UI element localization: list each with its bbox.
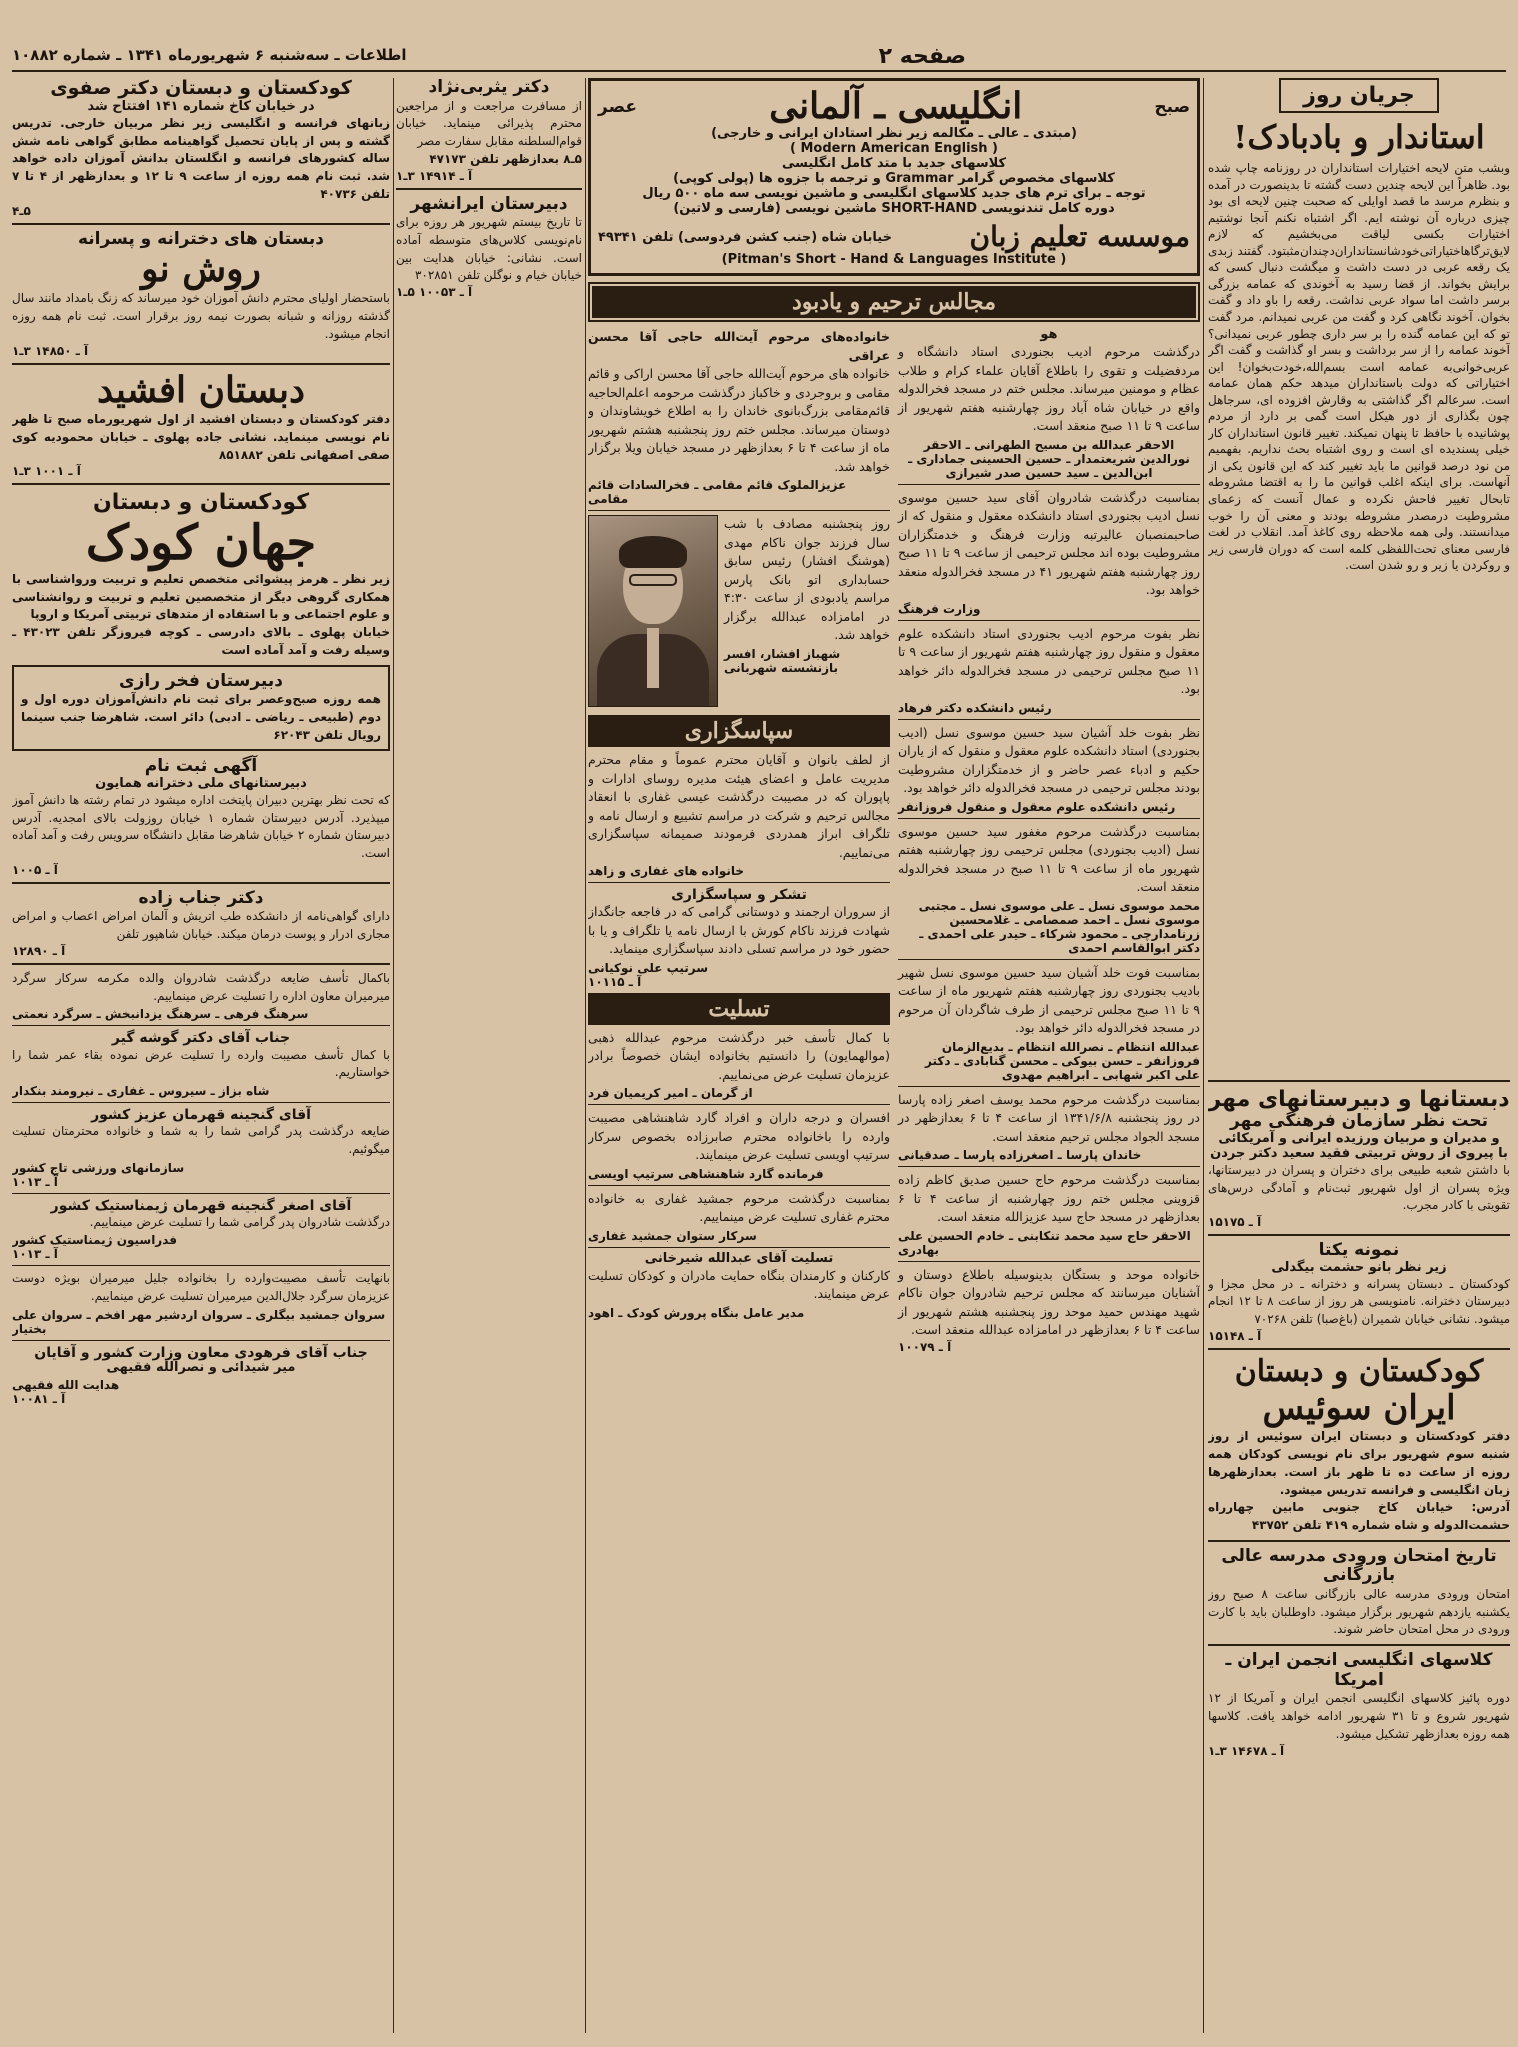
fakhr-body: همه روزه صبح‌وعصر برای ثبت نام دانش‌آموزان دوره اول و دوم (طبیعی ـ ریاضی ـ ادبی) دائر است. شاهرضا جنب سینما رویال تلفن ۶۲۰۴۳ [21,692,381,742]
notice-2: بمناسبت درگذشت شادروان آقای سید حسین موسوی نسل ادیب بجنوردی استاد دانشکده معقول و منقول که از صاحبمنصبان عالیرتبه وزارت فرهنگ و خدمتگزاران مشروطیت بوده اند مجلس ترحیمی از ساعت ۹ تا ۱۱ صبح روز چهارشنبه هفتم شهریور ۴۱ در مسجد فخرالدوله منعقد خواهد بود. [898,489,1200,598]
divider [12,1102,390,1103]
divider [898,959,1200,960]
maktab-stamp: آ ـ ۱۵۱۷۵ [1208,1215,1262,1230]
swiss-title: کودکستان و دبستان [1234,1353,1484,1389]
condolence-1: باکمال تأسف ضایعه درگذشت شادروان والده مکرمه سرکار سرگرد میرمیران معاون اداره را تسلیت عرض مینماییم. [12,970,390,1003]
taslit-title: تسلیت [588,993,890,1025]
lang-sub: (مبتدی ـ عالی ـ مکالمه زیر نظر استادان ایرانی و خارجی) [711,126,1077,142]
rowshan-body: باستحضار اولیای محترم دانش آموزان خود میرساند که زنگ بامداد مانند سال گذشته روزانه و شبانه بصورت نیمه روز برقرار است. ثبت نام همه روزه انجام میشود. [12,291,390,341]
rowshan-title: دبستان های دخترانه و پسرانه [77,228,325,249]
nemoune-body: کودکستان ـ دبستان پسرانه و دخترانه ـ در محل مجزا و دبیرستان دخترانه. نامنویسی هر روز از ساعت ۸ تا ۱۲ انجام میشود. نشانی خیابان شمیران (باغ‌صبا) تلفن ۷۰۲۶۸ [1208,1276,1510,1327]
taslit-2-signer: فرمانده گارد شاهنشاهی سرتیپ اویسی [588,1166,824,1181]
r-notice-1-signers: خاندان پارسا ـ اصغرزاده پارسا ـ صدقیانی [898,1148,1142,1163]
r-notice-4-signer: مدیر عامل بنگاه پرورش کودک ـ اهود [588,1305,805,1320]
divider [1208,1644,1510,1646]
condolence-4-title: آقای اصغر گنجینه قهرمان ژیمناستیک کشور [50,1197,352,1214]
huva: هو [1040,327,1058,343]
condolence-4: درگذشت شادروان پدر گرامی شما را تسلیت عرض مینماییم. [89,1214,390,1229]
divider [12,483,390,485]
divider [1208,1234,1510,1236]
date-line: اطلاعات ـ سه‌شنبه ۶ شهریورماه ۱۳۴۱ ـ شماره ۱۰۸۸۲ [12,46,407,64]
rooz-column: وبشب متن لایحه اختیارات استانداران در روزنامه چاپ شده بود. ظاهراً این لایحه چندین دست گشته تا بدینصورت در آمده و بنظرم مرسد ما قصد اوایلی که صحبت چنین لایحه ای بود چیزی درباره آن نوشته ایم. اگر اشتباه نکنم آنجا نوشتیم اختیارات بکسی لیاقت می‌بخشیم که لازم لایق‌ترگاهاختیاراتی‌خودشانستانداران‌دچندان‌مثبتود. گفتند زبدی یک رقعه عربی در دست داشت و میگشت دنبال کسی که برایش بخواند. از قضا رسید به آخوندی که عمامه بزرگی برسر داشت اما سواد عربی نداشت. رقعه را باو داد و گفت بخوان. آخوند نگاهی کرد و گفت من عربی نمیدانم. مرد گفت تو که این عمامه گنده را بر سر داری چطور عربی نمیدانی؟ آخوند عمامه را از سر برداشت و بسر او گذاشت و گفت اگر عربی‌خوانی‌به عمامه است بسم‌الله‌،خودت‌بخوان! این اختیاراتی که دولت باستانداران میدهد حکم همان عمامه است. سرعالم اگر گذاشتی به وقارش افزوده ای، سرجاهل چون بگذاری از دور هیکل است گمی بر دارد از مردم پوشانیده با حافظ تا پنهان نمیکند. تغییر قانون استانداران کار خیلی پسندیده ای است و روی اشتباه بحث نداریم. بفهمیم من نود درصد قوانین ما باید تغییر کند که این قانون یکی از آنهاست. برای اینکه اغلب قوانین ما را به اقتضا مشروطه تابحال تغییر فاحش نکرده و عمال آنست که زعمای مشروطیت درمصدر مشروطه بودند و معنی آن را خوب میدانستند. ولی همه ملاحظه روی کاغذ آمد. انقلاب در لغت فارسی معنای تحت‌اللفظی کلمه است که دوران فارسی زیر و روکردن یا زیر و رو شدن است. [1208,161,1510,573]
taslit-3: بمناسبت درگذشت مرحوم جمشید غفاری به خانواده محترم غفاری تسلیت عرض مینماییم. [588,1190,890,1225]
afshid-stamp: آ ـ ۱۰۰۱ ۳ـ۱ [12,464,81,479]
taslit-3-signer: سرکار ستوان جمشید غفاری [588,1228,757,1243]
notices-left [588,328,890,1353]
divider [588,1104,890,1105]
column-rule [585,78,586,2033]
homayoon-sub: دبیرستانهای ملی دخترانه همایون [95,775,307,791]
portrait-photo [588,515,718,707]
condolence-3-stamp: آ ـ ۱۰۱۳ [12,1174,58,1189]
sepas-title: سپاسگزاری [588,715,890,747]
condolence-6-signer: هدایت الله فقیهی [12,1377,120,1392]
maktab-line2: با پیروی از روش تربیتی فقید سعید دکتر جردن [1210,1145,1508,1161]
divider [12,1265,390,1266]
divider [396,188,582,190]
column-left [12,78,390,2033]
yadbood-signers: عزیزالملوک قائم مقامی ـ فخرالسادات قائم مقامی [588,478,847,507]
majales-header [588,282,1200,322]
maktab-sub: تحت نظر سازمان فرهنگی مهر [1230,1111,1488,1132]
column-rule [393,78,394,2033]
condolence-5-signers: سروان جمشید بیگلری ـ سروان اردشیر مهر افخم ـ سروان علی بختیار [12,1307,386,1336]
condolence-4-stamp: آ ـ ۱۰۱۳ [12,1247,58,1262]
notice-5-signers: محمد موسوی نسل ـ علی موسوی نسل ـ مجتبی موسوی نسل ـ احمد صمصامی ـ غلامحسین زرنامدارچی ـ محمود شرکاء ـ حیدر علی احمدی ـ دکتر ابوالقاسم احمدی [918,898,1200,955]
jahan-title: کودکستان و دبستان [92,490,310,516]
fakhr-title: دبیرستان فخر رازی [119,670,283,691]
column-narrow [396,78,582,2033]
condolence-6-title: جناب آقای فرهودی معاون وزارت کشور و آقایان [34,1344,368,1361]
lang-line2: کلاسهای مخصوص گرامر Grammar و ترجمه با جزوه ها (پولی کوپی) [673,171,1115,187]
divider [12,363,390,365]
divider [1208,1348,1510,1350]
column-right [1208,78,1510,2033]
divider [1208,1080,1510,1082]
divider [898,484,1200,485]
rooz-title: جریان روز [1279,78,1439,113]
divider [588,510,890,511]
lang-line1: کلاسهای جدید با متد کامل انگلیسی [781,156,1007,172]
r-notice-3: خانواده موحد و بستگان بدینوسیله باطلاع دوستان و آشنایان میرسانند که مجلس ترحیم شادروان جوان ناکام شهید مهندس حمید موحد روز پنجشنبه هشتم شهریور از ساعت ۴ تا ۶ بعدازظهر در امامزاده عبدالله منعقد است. [898,1266,1200,1338]
maktab-line: و مدیران و مربیان ورزیده ایرانی و آمریکائی [1218,1130,1500,1146]
condolence-1-signers: سرهنگ فرهی ـ سرهنگ یزدانبخش ـ سرگرد نعمتی [12,1007,309,1022]
divider [1208,1540,1510,1542]
jahan-body: زیر نظر ـ هرمز پیشوائی متخصص تعلیم و تربیت ورواشناسی با همکاری گروهی دیگر از متخصصین تعلیم و تربیت و روانشناسی و علوم اجتماعی و با استفاده از متدهای تربیتی آمریکا و اروپا [12,571,390,622]
r-notice-3-stamp: آ ـ ۱۰۰۷۹ [898,1339,952,1354]
notice-3-signer: رئیس دانشکده دکتر فرهاد [898,700,1052,715]
zadeh-body: دارای گواهی‌نامه از دانشکده طب اتریش و آلمان امراض اعصاب و امراض مجاری ادرار و پوست درمان میکند. خیابان شاهپور تلفن [12,909,390,942]
swiss-body: دفتر کودکستان و دبستان ایران سوئیس از روز شنبه سوم شهریور برای نام نویسی کودکان همه روزه از ساعت ده تا ظهر باز است. بعدازظهرها زبان انگلیسی و فرانسه تدریس میشود. [1208,1429,1510,1497]
notice-4: نظر بفوت خلد آشیان سید حسین موسوی نسل (ادیب بجنوردی) استاد دانشکده علوم معقول و منقول که از یاران حکیم و ادباء عصر حاضر و از خدمتگزاران مشروطیت بودند مجلس ترحیمی در مسجد فخرالدوله دائر خواهد بود. [898,724,1200,796]
doctor-hours: ۵ـ۸ بعدازظهر تلفن ۴۷۱۷۳ [429,151,582,166]
fakhr-ad [12,665,390,752]
notice-1: درگذشت مرحوم ادیب بجنوردی استاد دانشگاه و مردفضیلت و تقوی را باطلاع آقایان علماء کرام و طلاب عظام و مومنین میرساند. مجلس ختم در مسجد فخرالدوله واقع در خیابان شاه آباد روز چهارشنبه هفتم شهریور از ساعت ۹ تا ۱۱ صبح منعقد است. [898,344,1200,434]
nemoune-stamp: آ ـ ۱۵۱۴۸ [1208,1328,1262,1343]
tashakor-signer: سرتیپ علی نوکیانی [588,960,709,975]
condolence-2: با کمال تأسف مصیبت وارده را تسلیت عرض نموده بقاء عمر شما را خواستاریم. [12,1047,390,1080]
tashakor-stamp: آ ـ ۱۰۱۱۵ [588,974,642,989]
condolence-5: بانهایت تأسف مصیبت‌وارده را بخانواده جلیل میرمیران بویژه دوست عزیزمان سرگرد جلال‌الدین میرمیران تسلیت عرض مینماییم. [12,1271,390,1304]
afshid-body: دفتر کودکستان و دبستان افشید از اول شهریورماه صبح تا ظهر نام نویسی مینماید. نشانی جاده پهلوی ـ خیابان محمودیه کوی صفی اصفهانی تلفن ۸۵۱۸۸۲ [12,412,390,462]
page-number: صفحه ۲ [878,44,966,69]
taslit-2: افسران و درجه داران و افراد گارد شاهنشاهی مصیبت وارده را باخانواده محترم صابرزاده بخصوص سرکار سرتیپ اویسی تسلیت عرض مینمایند. [588,1110,890,1163]
jahan-name: جهان کودک [85,514,317,571]
r-notice-2-signers: الاحقر حاج سید محمد تنکابنی ـ خادم الحسین علی بهادری [898,1228,1191,1257]
rowshan-name: روش نو [141,248,261,291]
swiss-address: آدرس: خیابان کاخ جنوبی مابین چهارراه حشمت‌الدوله و شاه شماره ۴۱۹ تلفن ۴۳۷۵۲ [1208,1500,1510,1533]
tashakor-body: از سروران ارجمند و دوستانی گرامی که در فاجعه جانگداز شهادت فرزند ناکام کورش با ارسال نامه یا تلگراف و یا با حضور خود در مراسم تسلی دادند سپاسگزاری مینماید. [588,904,890,957]
lang-morning: صبح [1154,96,1190,117]
condolence-6-sub: میر شیدائی و نصرالله فقیهی [106,1360,296,1376]
maktab-title: دبستانها و دبیرستانهای مهر [1208,1087,1510,1113]
notice-5: بمناسبت درگذشت مرحوم مغفور سید حسین موسوی نسل (ادیب بجنوردی) مجلس ترحیمی روز چهارشنبه هفتم شهریور ماه از ساعت ۹ تا ۱۱ صبح در مسجد فخرالدوله منعقد است. [898,823,1200,895]
notice-6: بمناسبت فوت خلد آشیان سید حسین موسوی نسل شهیر بادیب بجنوردی روز چهارشنبه هفتم شهریور ماه از ساعت ۹ تا ۱۱ صبح مجلس ترحیمی از طرف شاگردان آن مرحوم در مسجد فخرالدوله دائر خواهد بود. [898,964,1200,1036]
lang-line3: توجه ـ برای ترم های جدید کلاسهای انگلیسی و ماشین نویسی سه ماه ۵۰۰ ریال [642,186,1146,202]
nemoune-sub: زیر نظر بانو حشمت بیگدلی [1271,1259,1447,1275]
dabir-title: دبیرستان ایرانشهر [410,193,568,214]
afshid-title: دبستان افشید [96,368,306,411]
divider [12,963,390,965]
doctor-stamp: آ ـ ۱۴۹۱۴ ۳ـ۱ [396,168,473,183]
notices-right [898,328,1200,1353]
notice-2-signer: وزارت فرهنگ [898,601,981,616]
photo-notice [588,515,890,711]
safavi-body: زبانهای فرانسه و انگلیسی زیر نظر مربیان خارجی. تدریس گشته و پس از پایان تحصیل گواهینامه مطابق گواهی نامه شش ساله کشورهای فرانسه و انگلستان بدانش آموزان داده خواهد شد. ثبت نام همه روزه از ساعت ۹ تا ۱۲ و بعدازظهر از ۴ تا ۷ تلفن ۴۰۷۳۶ [12,115,390,201]
divider [898,620,1200,621]
sepas-body: از لطف بانوان و آقایان محترم عموماً و مقام محترم مدیریت عامل و اعضای هیئت مدیره روسای ادارات و پاپوران که در مصیبت درگذشت عیسی غفاری با انعقاد مجالس ترحیم و شرکت در مراسم تشییع و ارسال نامه و تلگراف ابراز همدردی فرمودند صمیمانه سپاسگزاری می‌نماییم. [588,752,890,860]
lang-pitman: (Pitman's Short - Hand & Languages Institute ) [721,252,1067,268]
tashakor-title: تشکر و سپاسگزاری [671,887,807,904]
condolence-2-title: جناب آقای دکتر گوشه گیر [111,1030,291,1047]
lang-address: خیابان شاه (جنب کشن فردوسی) تلفن ۴۹۳۴۱ [598,229,892,245]
r-notice-4-body: کارکنان و کارمندان بنگاه حمایت مادران و کودکان تسلیت عرض مینمایند. [588,1267,890,1302]
class-title: کلاسهای انگلیسی انجمن ایران ـ امریکا [1225,1650,1493,1690]
exam-body: امتحان ورودی مدرسه عالی بازرگانی ساعت ۸ صبح روز یکشنبه یازدهم شهریور برگزار میشود. داوطلبان باید با کارت ورودی در محل امتحان حاضر شوند. [1208,1586,1510,1637]
divider [12,1193,390,1194]
condolence-2-signers: شاه بزاز ـ سیروس ـ غفاری ـ نیرومند بنکدار [12,1084,270,1099]
majales-title: مجالس ترحیم و یادبود [592,286,1196,318]
jahan-address: خیابان پهلوی ـ بالای دادرسی ـ کوچه فیروزگر تلفن ۴۳۰۲۳ ـ وسیله رفت و آمد آماده است [12,625,390,657]
divider [898,1261,1200,1262]
language-institute-ad [588,78,1200,276]
divider [588,882,890,883]
notice-3: نظر بفوت مرحوم ادیب بجنوردی استاد دانشکده علوم معقول و منقول روز چهارشنبه هفتم شهریور از ساعت ۹ تا ۱۱ صبح مجلس ترحیمی در مسجد فخرالدوله دائر خواهد بود. [898,625,1200,697]
nemoune-title: نمونه یکتا [1318,1240,1400,1261]
notice-6-signers: عبدالله انتظام ـ نصرالله انتظام ـ بدیع‌الزمان فروزانفر ـ حسن بیوکی ـ محسن گنابادی ـ دکتر علی اکبر شهابی ـ ابراهیم مهدوی [925,1039,1200,1082]
safavi-title: کودکستان و دبستان دکتر صفوی [50,78,352,99]
divider [12,223,390,225]
maktab-body: با داشتن شعبه طبیعی برای دختران و پسران در دبیرستانها، ویژه پسران از اول شهریور ثبت‌نام و آمادگی درس‌های تقویتی با کادر مجرب. [1208,1162,1510,1213]
class-stamp: آ ـ ۱۴۶۷۸ ۳ـ۱ [1208,1743,1285,1758]
divider [12,1340,390,1341]
column-rule [1203,78,1204,2033]
condolence-6-stamp: آ ـ ۱۰۰۸۱ [12,1391,66,1406]
dabir-body: تا تاریخ بیستم شهریور هر روزه برای نام‌نویسی کلاس‌های متوسطه آماده است. نشانی: خیابان هدایت بین خیابان خیام و نوگلن تلفن ۳۰۲۸۵۱ [396,215,582,283]
divider [588,1185,890,1186]
yadbood: خانواده های مرحوم آیت‌الله حاجی آقا محسن اراکی و قائم مقامی و بروجردی و خاکباز درگذشت مرحومه اعلم‌الحاجیه قائم‌مقامی بزرگ‌بانوی خاندان را به اطلاع خویشاوندان و دوستان میرساند. مجلس ختم روز پنجشنبه هشتم شهریور ماه از ساعت ۴ تا ۶ بعدازظهر در مسجد خیابان ویلا برگزار خواهد شد. [588,366,891,474]
divider [588,1247,890,1248]
divider [898,818,1200,819]
swiss-name: ایران سوئیس [1262,1388,1456,1429]
yadbood-head: خانواده‌های مرحوم آیت‌الله حاجی آقا محسن عراقی [588,329,890,363]
homayoon-body: که تحت نظر بهترین دبیران پایتخت اداره میشود در تمام رشته ها دانش آموز میپذیرد. آدرس دبیرستان شماره ۱ خیابان روزولت بالای امجدیه. آدرس دبیرستان شماره ۲ خیابان شاهرضا مقابل دانشگاه سرویس رفت و آمد آماده است. [12,792,390,861]
r-notice-1: بمناسبت درگذشت مرحوم محمد یوسف اصغر زاده پارسا در روز پنجشنبه ۱۳۴۱/۶/۸ از ساعت ۴ تا ۶ بعدازظهر در مسجد الجواد مجلس ترحیم منعقد است. [898,1091,1200,1144]
safavi-sub: در خیابان کاخ شماره ۱۴۱ افتتاح شد [87,98,315,114]
taslit-1: با کمال تأسف خبر درگذشت مرحوم عبدالله ذهبی (موالهمایون) را دانستیم بخانواده ایشان خصوصاً برادر عزیزمان تسلیت عرض می‌نماییم. [588,1029,890,1082]
condolence-3: ضایعه درگذشت پدر گرامی شما را به شما و خانواده محترمتان تسلیت میگوئیم. [12,1124,390,1156]
sepas-signer: خانواده های غفاری و زاهد [588,864,745,879]
notice-4-signer: رئیس دانشکده علوم معقول و منقول فروزانفر [898,799,1176,814]
dabir-stamp: آ ـ ۱۰۰۵۳ ۵ـ۱ [396,285,473,300]
divider [898,719,1200,720]
zadeh-title: دکتر جناب زاده [138,887,264,908]
divider [898,1166,1200,1167]
rowshan-stamp: آ ـ ۱۴۸۵۰ ۳ـ۱ [12,343,89,358]
safavi-stamp: ۵ـ۴ [12,203,31,218]
lang-institute: موسسه تعلیم زبان [969,220,1190,254]
r-notice-2: بمناسبت درگذشت مرحوم حاج حسین صدیق کاظم زاده قزوینی مجلس ختم روز چهارشنبه از ساعت ۴ تا ۶ بعدازظهر در مسجد حاج سید عزیزالله منعقد است. [898,1172,1200,1225]
exam-title: تاریخ امتحان ورودی مدرسه عالی بازرگانی [1221,1545,1497,1586]
lang-line4: دوره کامل تندنویسی SHORT-HAND ماشین نویسی (فارسی و لاتین) [673,201,1115,217]
rooz-headline: استاندار و بادبادک! [1233,118,1485,157]
doctor-body: از مسافرت مراجعت و از مراجعین محترم پذیرائی مینماید. خیابان قوام‌السلطنه مقابل سفارت مصر [396,98,582,149]
homayoon-title: آگهی ثبت نام [144,756,258,777]
doctor-name: دکتر یثربی‌نژاد [428,78,550,97]
class-body: دوره پائیز کلاسهای انگلیسی انجمن ایران و آمریکا از ۱۲ شهریور شروع و تا ۳۱ شهریور ادامه خواهد یافت. کلاسها همه روزه بعدازظهر تشکیل میشود. [1208,1691,1510,1741]
taslit-1-signer: از گرمان ـ امیر کریمیان فرد [588,1086,753,1101]
lang-english: ( Modern American English ) [789,141,998,157]
lang-evening: عصر [598,96,637,117]
zadeh-stamp: آ ـ ۱۲۸۹۰ [12,943,66,958]
divider [898,1086,1200,1087]
r-notice-4-title: تسلیت آقای عبدالله شیرخانی [644,1250,834,1266]
condolence-3-signer: سازمانهای ورزشی تاج کشور [12,1160,185,1175]
photo-notice-text: روز پنجشنبه مصادف با شب سال فرزند جوان ناکام مهدی (هوشنگ افشار) رئیس سابق حسابداری اتو بانک پارس مراسم یادبودی از ساعت ۴:۳۰ در امامزاده عبدالله برگزار خواهد شد. [724,516,890,643]
divider [12,882,390,884]
condolence-4-signer: فدراسیون ژیمناستیک کشور [12,1233,177,1248]
column-center [588,78,1200,2033]
masthead [12,44,1506,72]
photo-caption-name: شهباز افشار، افسر بازنشسته شهربانی [724,646,841,675]
divider [12,1025,390,1026]
notice-1-signers: الاحقر عبدالله بن مسیح الطهرانی ـ الاحقر نورالدین شریعتمدار ـ حسین الحسینی جماداری ـ ابن‌الدین ـ سید حسین صدر شیرازی [908,437,1190,480]
homayoon-stamp: آ ـ ۱۰۰۵ [12,862,58,877]
lang-title: انگلیسی ـ آلمانی [769,85,1023,127]
condolence-3-title: آقای گنجینه قهرمان عزیز کشور [91,1107,311,1124]
